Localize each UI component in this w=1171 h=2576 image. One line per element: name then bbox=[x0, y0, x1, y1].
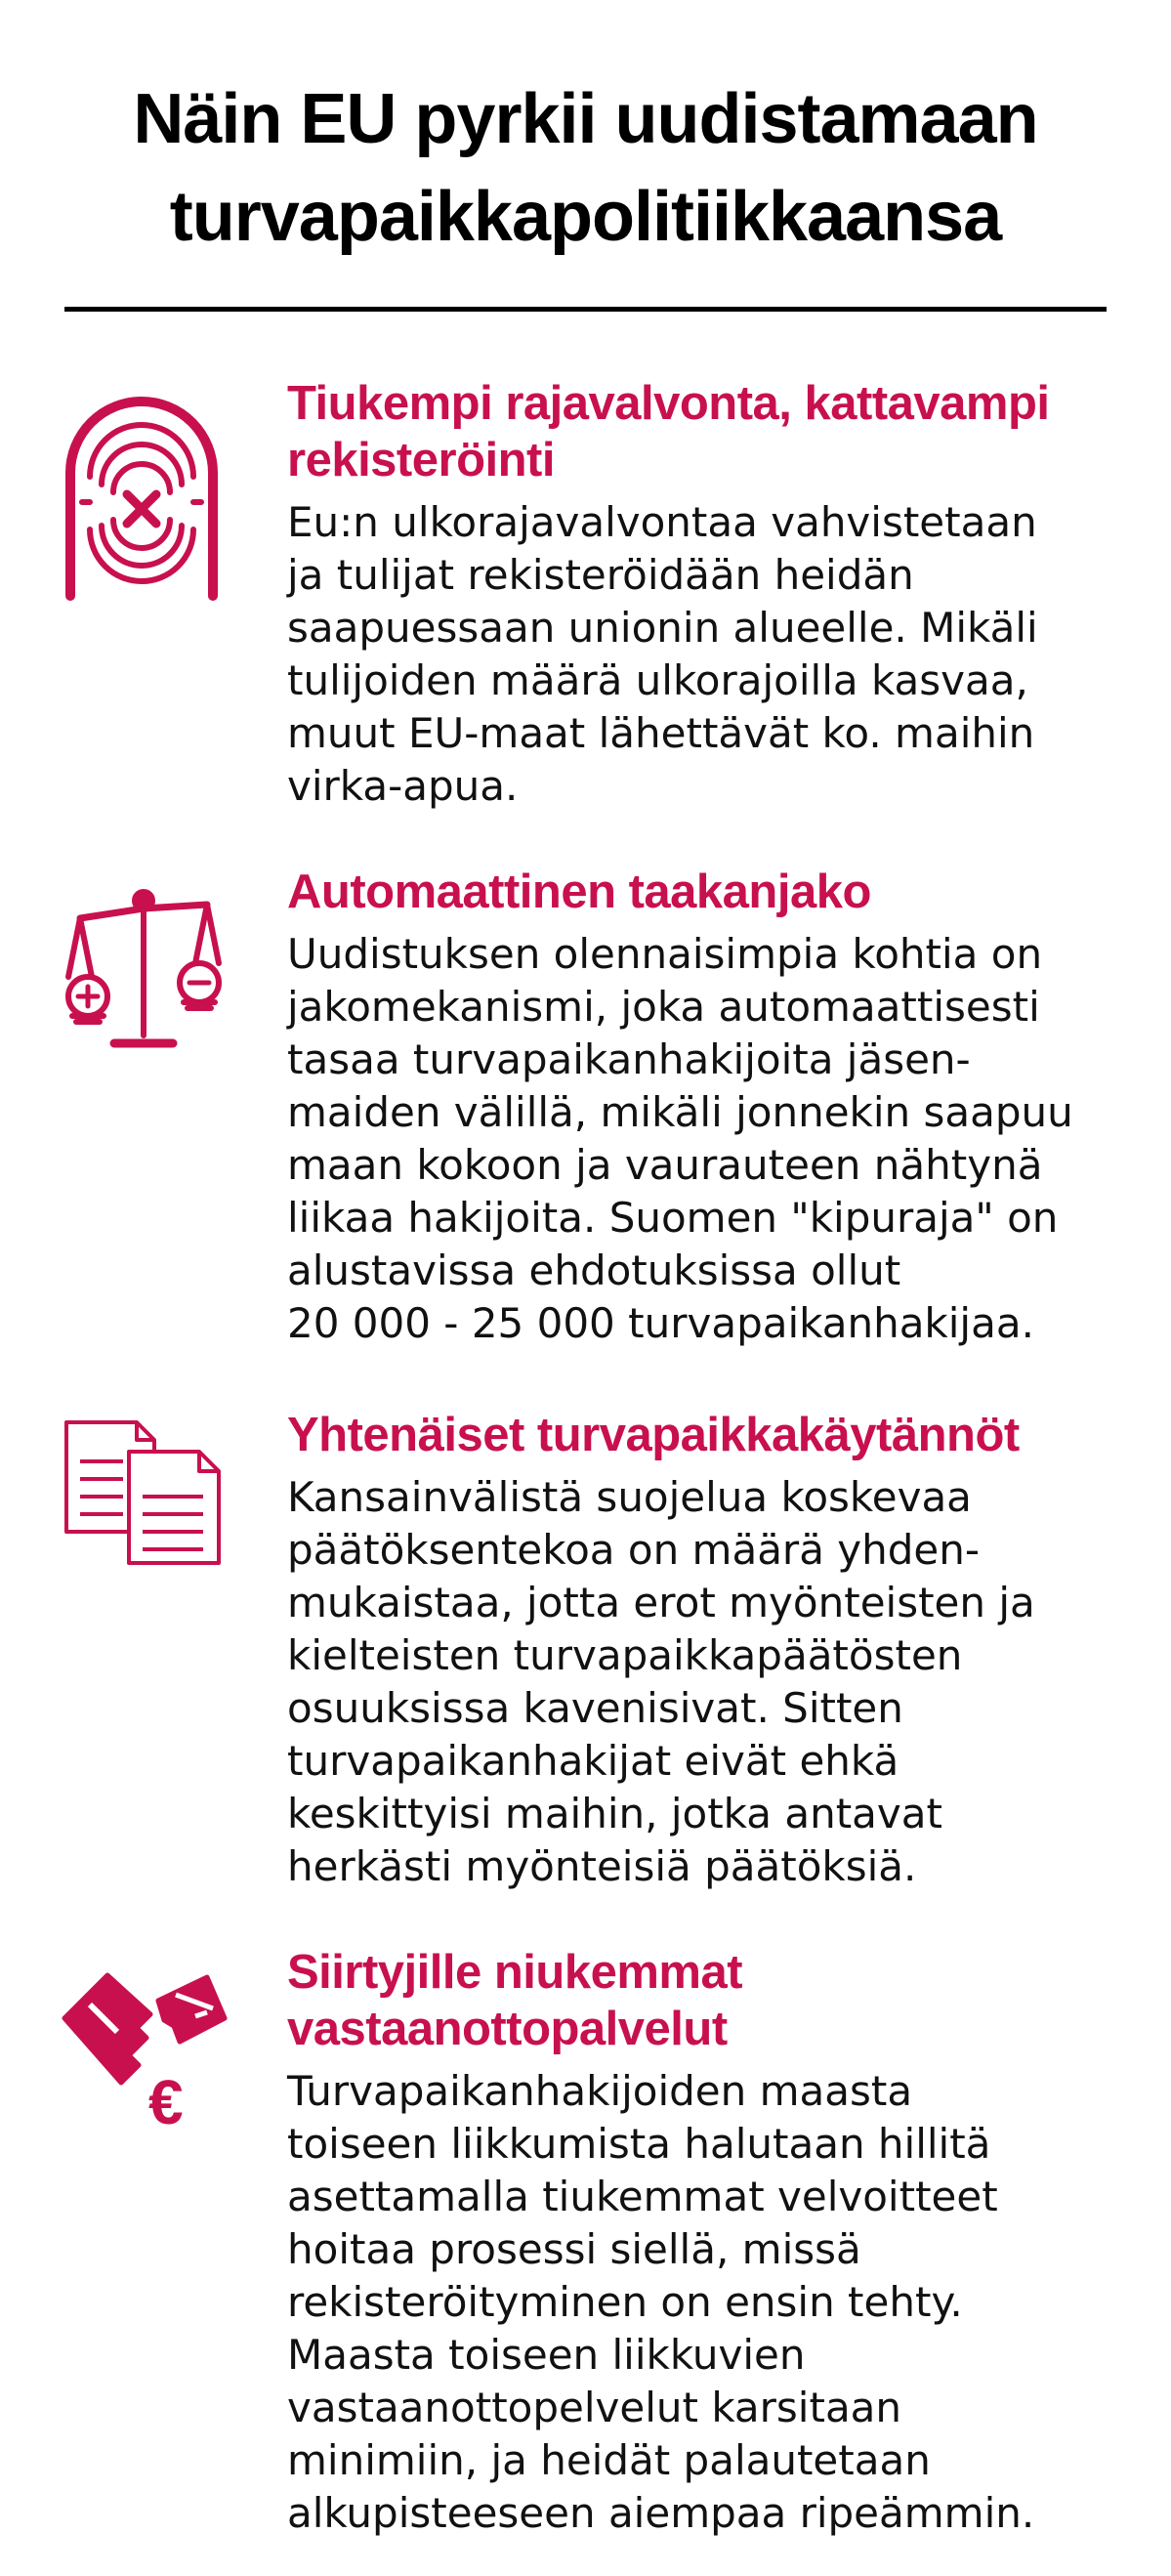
fingerprint-x-icon bbox=[59, 387, 225, 602]
section-body: Eu:n ulkorajavalvontaa vahvistetaan ja tulijat rekisteröidään heidän saapuessaan unionin alueelle. Mikäli tulijoiden määrä ulkorajoilla kasvaa, muut EU-maat lähettävät ko. maihin virka-apua. bbox=[287, 498, 1038, 810]
balance-scale-icon bbox=[61, 879, 227, 1055]
section-heading: Siirtyjille niukemmat vastaanottopalvelut bbox=[287, 1946, 743, 2055]
documents-icon bbox=[61, 1418, 227, 1565]
svg-text:€: € bbox=[148, 2067, 184, 2132]
section-burden-sharing bbox=[287, 864, 1117, 1350]
section-heading: Tiukempi rajavalvonta, kattavampi rekisteröinti bbox=[287, 377, 1050, 486]
section-heading: Automaattinen taakanjako bbox=[287, 866, 871, 918]
section-reception-services bbox=[287, 1944, 1117, 2540]
section-heading: Yhtenäiset turvapaikkakäytännöt bbox=[287, 1409, 1020, 1461]
page-title-line-1: Näin EU pyrkii uudistamaan bbox=[133, 80, 1038, 158]
page-title-line-2: turvapaikkapolitiikkaansa bbox=[169, 178, 1002, 256]
title-divider bbox=[64, 307, 1107, 312]
section-asylum-practices bbox=[287, 1407, 1117, 1893]
section-border-control bbox=[287, 375, 1117, 813]
section-body: Kansainvälistä suojelua koskevaa päätöksentekoa on määrä yhden- mukaistaa, jotta erot myönteisten ja kielteisten turvapaikkapäätösten osuuksissa kavenisivat. Sitten turvapaikanhakijat eivät ehkä keskittyisi maihin, jotka antavat herkästi myönteisiä päätöksiä. bbox=[287, 1473, 1035, 1890]
section-body: Turvapaikanhakijoiden maasta toiseen liikkumista halutaan hillitä asettamalla tiukemmat velvoitteet hoitaa prosessi siellä, missä rekisteröityminen on ensin tehty. Maasta toiseen liikkuvien vastaanottopelvelut karsitaan minimiin, ja heidät palautetaan alkupisteeseen aiempaa ripeämmin. bbox=[287, 2067, 1035, 2537]
broken-card-euro-icon bbox=[61, 1956, 231, 2132]
page-title bbox=[0, 70, 1171, 266]
section-body: Uudistuksen olennaisimpia kohtia on jakomekanismi, joka automaattisesti tasaa turvapaikanhakijoita jäsen- maiden välillä, mikäli jonnekin saapuu maan kokoon ja vaurauteen nähtynä liikaa hakijoita. Suomen "kipuraja" on alustavissa ehdotuksissa ollut 20 000 - 25 000 turvapaikanhakijaa. bbox=[287, 930, 1073, 1347]
